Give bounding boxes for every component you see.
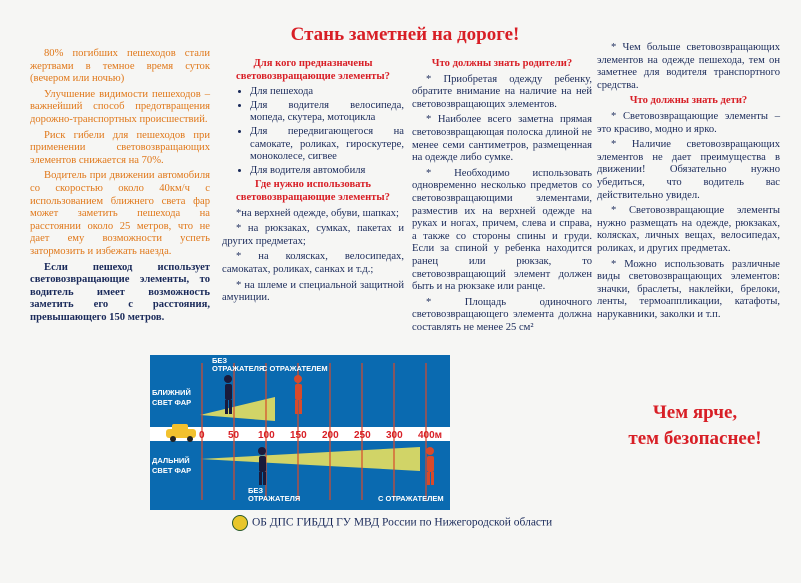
more-reflectors-paragraph: * Чем больше световозвращающих элементов на одежде пешехода, тем он заметнее для водителя транспортного средства. [597,42,780,91]
children-item: * Световозвращающие элементы нужно размещать на одежде, рюкзаках, колясках, личных вещах, велосипедах, роликах, и других предметах. [597,205,780,254]
pedestrian-icon [258,447,266,485]
tick-label: 250 [354,430,371,441]
parents-item: * Площадь одиночного световозвращающего элемента должна составлять не менее 25 см² [412,296,592,333]
list-item: • Для пешехода [250,86,404,99]
tick-label: 100 [258,430,275,441]
column-children [597,42,780,324]
without-reflector-label: ОТРАЖАТЕЛЯ [212,364,265,373]
with-reflector-label: С ОТРАЖАТЕЛЕМ [378,494,444,503]
far-label: СВЕТ ФАР [152,466,192,475]
visibility-paragraph: Улучшение видимости пешеходов – важнейший способ предотвращения дорожно-транспортных происшествий. [30,88,210,125]
who-heading: Для кого предназначены световозвращающие элементы? [236,58,390,82]
reflector-paragraph: Если пешеход использует световозвращающие элементы, то водитель имеет возможность заметить его с расстояния, превышающего 150 метров. [30,261,210,323]
column-parents [412,58,592,337]
tick-label: 300 [386,430,403,441]
page-title: Стань заметней на дороге! [290,24,520,45]
far-label: ДАЛЬНИЙ [152,456,190,465]
tick-label: 150 [290,430,307,441]
reflective-pedestrian-icon [426,447,434,485]
parents-heading: Что должны знать родители? [431,58,573,69]
children-heading: Что должны знать дети? [629,95,748,107]
tick-label: 50 [228,430,240,441]
parents-item: * Приобретая одежду ребенку, обратите внимание на наличие на ней световозвращающих элементов. [412,73,592,110]
driver-paragraph: Водитель при движении автомобиля со скоростью около 40км/ч с использованием ближнего света фар может заметить пешехода на расстоянии около 25 метров, что не дает ему возможности успеть затормозить и избежать наезда. [30,170,210,257]
where-item: * на колясках, велосипедах, самокатах, роликах, санках и т.д.; [222,251,404,275]
footer [232,515,612,531]
list-item: • Для водителя велосипеда, мопеда, скутера, мотоцикла [250,100,404,125]
children-item: * Наличие световозвращающих элементов не дает преимущества в движении! Обязательно нужно убедиться, что водитель вас действительно увидел. [597,139,780,201]
risk-paragraph: Риск гибели для пешеходов при применении световозвращающих элементов снижается на 70%. [30,129,210,166]
column-who-where [222,58,404,308]
slogan [600,400,790,452]
slogan-line: тем безопаснее! [628,428,762,449]
headlight-visibility-diagram [150,355,450,510]
tick-label: 400м [418,430,443,441]
without-reflector-label: ОТРАЖАТЕЛЯ [248,494,301,503]
with-reflector-label: С ОТРАЖАТЕЛЕМ [262,364,328,373]
where-item: *на верхней одежде, обуви, шапках; [236,207,399,219]
reflective-pedestrian-icon [294,375,302,414]
near-label: БЛИЖНИЙ [152,388,191,397]
children-item: * Световозвращающие элементы – это красиво, модно и ярко. [597,110,780,135]
who-list [222,86,404,177]
footer-text: ОБ ДПС ГИБДД ГУ МВД России по Нижегородской области [252,516,553,529]
where-heading: Где нужно использовать световозвращающие элементы? [236,179,390,203]
where-item: * на шлеме и специальной защитной амуниции. [222,279,404,304]
children-item: * Можно использовать различные виды световозвращающих элементов: значки, браслеты, наклейки, брелоки, ленты, термоаппликации, катафоты, нарукавники, заколки и т.п. [597,258,780,320]
tick-label: 200 [322,430,339,441]
police-emblem-icon [232,515,248,531]
stat-paragraph: 80% погибших пешеходов стали жертвами в темное время суток (вечером или ночью) [30,48,210,85]
list-item: • Для передвигающегося на самокате, роликах, гироскутере, моноколесе, сигвее [250,126,404,164]
column-statistics [30,48,210,327]
near-label: СВЕТ ФАР [152,398,192,407]
list-item: • Для водителя автомобиля [250,165,404,178]
where-item: * на рюкзаках, сумках, пакетах и других предметах; [222,223,404,247]
pedestrian-icon [224,375,232,414]
without-reflector-label: БЕЗ [248,486,264,495]
parents-item: * Необходимо использовать одновременно несколько предметов со световозвращающими элементами, разместив их на верхней одежде на руках и ногах, причем, слева и справа, а также со стороны спины и груди. Если за спиной у ребенка находится ранец или рюкзак, то световозвращающий элемент должен быть и на рюкзаке или ранце. [412,167,592,293]
without-reflector-label: БЕЗ [212,356,228,365]
slogan-line: Чем ярче, [652,402,738,423]
tick-label: 0 [199,430,205,441]
parents-item: * Наиболее всего заметна прямая световозвращающая полоска длиной не менее семи сантиметров, размещенная на одежде либо сумке. [412,114,592,164]
